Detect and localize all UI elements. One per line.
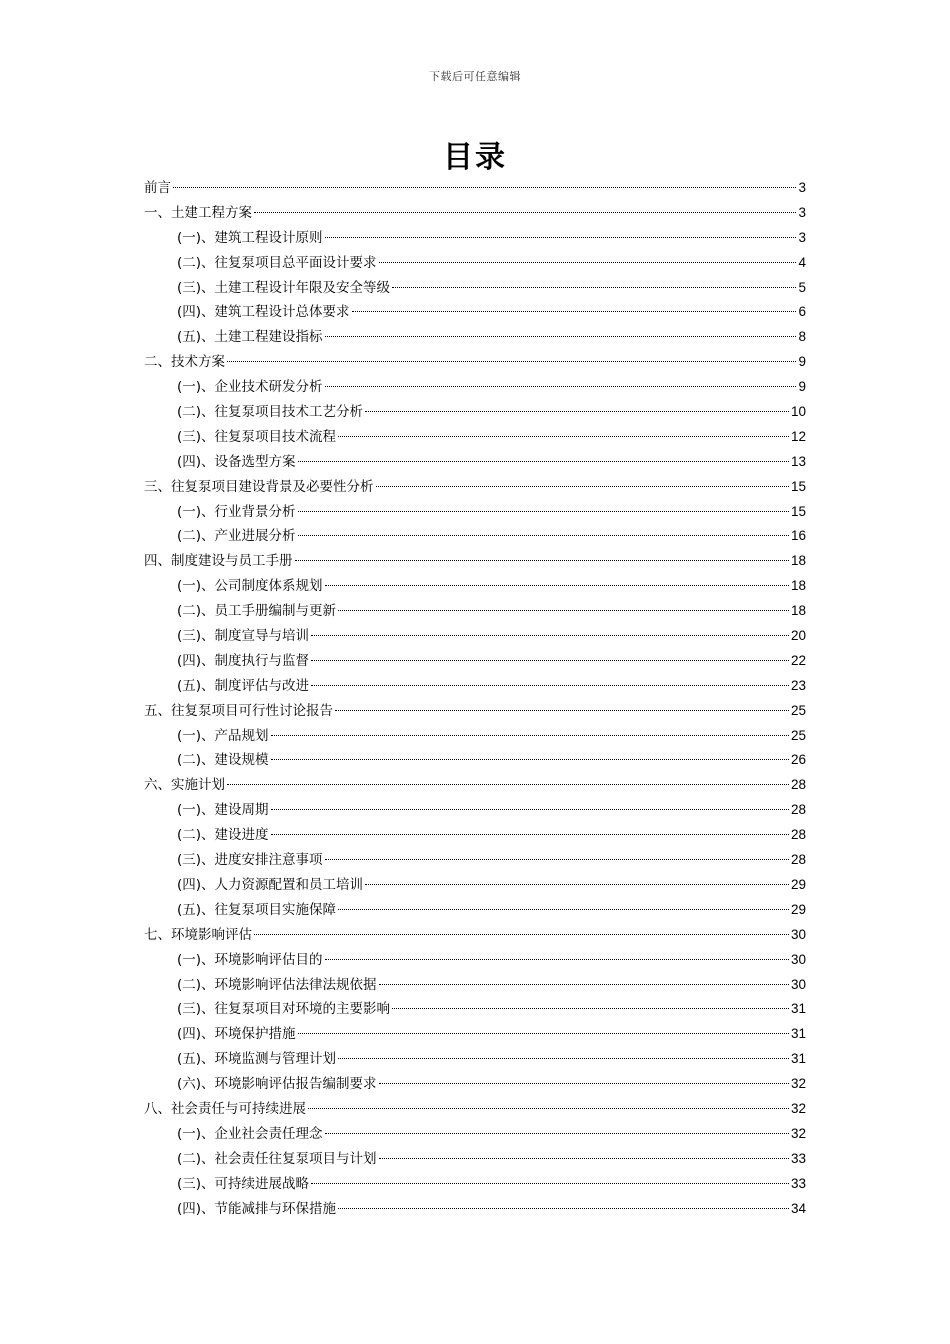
toc-entry-page-number: 18 xyxy=(790,553,806,569)
toc-entry-page-number: 9 xyxy=(798,354,806,370)
toc-entry[interactable] xyxy=(144,500,806,525)
toc-entry-label: (二)、员工手册编制与更新 xyxy=(177,603,337,620)
toc-entry-label: (一)、产品规划 xyxy=(177,727,269,744)
toc-dot-leader xyxy=(338,610,789,611)
toc-entry-page-number: 31 xyxy=(790,1051,806,1067)
toc-entry[interactable] xyxy=(144,1197,806,1222)
toc-entry-label: (三)、制度宣导与培训 xyxy=(177,628,310,645)
toc-entry-page-number: 9 xyxy=(798,379,806,395)
toc-entry-label: 五、往复泵项目可行性讨论报告 xyxy=(144,702,333,719)
toc-entry[interactable] xyxy=(144,1172,806,1197)
toc-entry-label: (一)、建筑工程设计原则 xyxy=(177,229,323,246)
toc-entry-page-number: 10 xyxy=(790,404,806,420)
toc-dot-leader xyxy=(365,884,789,885)
toc-entry-label: 四、制度建设与员工手册 xyxy=(144,553,293,570)
toc-entry-page-number: 5 xyxy=(798,279,806,295)
toc-entry-page-number: 31 xyxy=(790,1001,806,1017)
toc-entry[interactable] xyxy=(144,674,806,699)
toc-entry-label: 七、环境影响评估 xyxy=(144,926,252,943)
toc-entry-page-number: 15 xyxy=(790,478,806,494)
toc-dot-leader xyxy=(325,1133,789,1134)
toc-entry[interactable] xyxy=(144,425,806,450)
toc-entry-page-number: 3 xyxy=(798,229,806,245)
table-of-contents xyxy=(144,176,806,1221)
toc-entry-label: (一)、企业技术研发分析 xyxy=(177,379,323,396)
toc-entry-page-number: 30 xyxy=(790,976,806,992)
toc-entry-label: (四)、建筑工程设计总体要求 xyxy=(177,304,350,321)
toc-entry-label: (三)、往复泵项目对环境的主要影响 xyxy=(177,1001,391,1018)
toc-entry-page-number: 20 xyxy=(790,628,806,644)
toc-entry[interactable] xyxy=(144,325,806,350)
toc-dot-leader xyxy=(271,759,789,760)
toc-entry-label: (四)、人力资源配置和员工培训 xyxy=(177,876,364,893)
toc-entry-page-number: 6 xyxy=(798,304,806,320)
toc-dot-leader xyxy=(325,237,797,238)
toc-dot-leader xyxy=(325,859,789,860)
toc-entry-label: 前言 xyxy=(144,180,171,196)
toc-entry-label: 二、技术方案 xyxy=(144,354,225,371)
toc-dot-leader xyxy=(352,311,797,312)
toc-entry-page-number: 30 xyxy=(790,951,806,967)
toc-entry[interactable] xyxy=(144,823,806,848)
toc-dot-leader xyxy=(298,461,789,462)
toc-entry[interactable] xyxy=(144,748,806,773)
toc-entry[interactable] xyxy=(144,848,806,873)
toc-entry[interactable] xyxy=(144,524,806,549)
toc-entry-page-number: 13 xyxy=(790,453,806,469)
toc-dot-leader xyxy=(311,1183,789,1184)
toc-dot-leader xyxy=(311,660,789,661)
toc-entry-label: (二)、环境影响评估法律法规依据 xyxy=(177,976,377,993)
toc-entry[interactable] xyxy=(144,1022,806,1047)
toc-dot-leader xyxy=(298,1033,789,1034)
toc-entry[interactable] xyxy=(144,1122,806,1147)
toc-entry[interactable] xyxy=(144,549,806,574)
toc-dot-leader xyxy=(365,411,789,412)
toc-entry[interactable] xyxy=(144,624,806,649)
toc-entry[interactable] xyxy=(144,973,806,998)
toc-entry[interactable] xyxy=(144,375,806,400)
toc-entry-page-number: 29 xyxy=(790,901,806,917)
toc-dot-leader xyxy=(295,560,789,561)
toc-entry[interactable] xyxy=(144,201,806,226)
toc-entry-page-number: 26 xyxy=(790,752,806,768)
toc-entry-page-number: 34 xyxy=(790,1200,806,1216)
toc-dot-leader xyxy=(379,1158,789,1159)
toc-entry[interactable] xyxy=(144,251,806,276)
toc-entry-label: (六)、环境影响评估报告编制要求 xyxy=(177,1076,377,1093)
toc-entry[interactable] xyxy=(144,226,806,251)
toc-entry-label: (三)、土建工程设计年限及安全等级 xyxy=(177,279,391,296)
toc-entry-page-number: 31 xyxy=(790,1026,806,1042)
toc-entry[interactable] xyxy=(144,724,806,749)
toc-dot-leader xyxy=(376,486,789,487)
toc-entry-page-number: 18 xyxy=(790,578,806,594)
toc-entry-page-number: 12 xyxy=(790,428,806,444)
toc-entry-label: (五)、制度评估与改进 xyxy=(177,677,310,694)
toc-dot-leader xyxy=(379,1083,789,1084)
toc-entry[interactable] xyxy=(144,350,806,375)
header-note: 下载后可任意编辑 xyxy=(429,70,521,83)
toc-entry[interactable] xyxy=(144,1047,806,1072)
toc-dot-leader xyxy=(308,1108,789,1109)
toc-dot-leader xyxy=(271,809,789,810)
toc-entry-page-number: 18 xyxy=(790,603,806,619)
toc-entry-label: (一)、建设周期 xyxy=(177,802,269,819)
toc-entry[interactable] xyxy=(144,923,806,948)
toc-entry-label: (四)、环境保护措施 xyxy=(177,1026,296,1043)
toc-entry[interactable] xyxy=(144,649,806,674)
toc-dot-leader xyxy=(392,287,796,288)
toc-entry[interactable] xyxy=(144,300,806,325)
toc-entry-label: (四)、节能减排与环保措施 xyxy=(177,1200,337,1217)
toc-entry-page-number: 3 xyxy=(798,204,806,220)
toc-entry-label: (一)、企业社会责任理念 xyxy=(177,1125,323,1142)
toc-entry-label: (二)、往复泵项目技术工艺分析 xyxy=(177,404,364,421)
toc-entry-page-number: 33 xyxy=(790,1150,806,1166)
toc-dot-leader xyxy=(271,834,789,835)
toc-dot-leader xyxy=(311,685,789,686)
toc-entry[interactable] xyxy=(144,599,806,624)
toc-entry-label: 六、实施计划 xyxy=(144,777,225,794)
toc-dot-leader xyxy=(335,710,789,711)
toc-entry[interactable] xyxy=(144,997,806,1022)
toc-dot-leader xyxy=(379,262,797,263)
toc-entry[interactable] xyxy=(144,873,806,898)
toc-entry-label: (五)、往复泵项目实施保障 xyxy=(177,901,337,918)
toc-entry-page-number: 3 xyxy=(798,180,806,195)
toc-dot-leader xyxy=(254,934,789,935)
toc-entry[interactable] xyxy=(144,400,806,425)
toc-entry-label: (二)、建设规模 xyxy=(177,752,269,769)
toc-entry[interactable] xyxy=(144,798,806,823)
toc-dot-leader xyxy=(311,635,789,636)
toc-entry-label: (三)、往复泵项目技术流程 xyxy=(177,428,337,445)
toc-entry[interactable] xyxy=(144,699,806,724)
toc-entry-label: (三)、进度安排注意事项 xyxy=(177,852,323,869)
toc-entry-label: (二)、往复泵项目总平面设计要求 xyxy=(177,254,377,271)
toc-dot-leader xyxy=(325,585,789,586)
toc-entry[interactable] xyxy=(144,773,806,798)
toc-entry-label: (一)、公司制度体系规划 xyxy=(177,578,323,595)
toc-entry[interactable] xyxy=(144,898,806,923)
toc-entry-page-number: 4 xyxy=(798,254,806,270)
toc-entry-page-number: 32 xyxy=(790,1125,806,1141)
toc-dot-leader xyxy=(392,1008,789,1009)
toc-entry-label: 三、往复泵项目建设背景及必要性分析 xyxy=(144,478,374,495)
toc-entry-page-number: 28 xyxy=(790,802,806,818)
toc-dot-leader xyxy=(227,784,789,785)
toc-dot-leader xyxy=(379,984,789,985)
toc-title: 目录 xyxy=(443,140,507,175)
toc-dot-leader xyxy=(254,212,796,213)
toc-dot-leader xyxy=(338,436,789,437)
toc-entry-label: 八、社会责任与可持续进展 xyxy=(144,1100,306,1117)
toc-entry[interactable] xyxy=(144,1147,806,1172)
toc-entry[interactable] xyxy=(144,276,806,301)
toc-entry-page-number: 25 xyxy=(790,727,806,743)
toc-dot-leader xyxy=(298,535,789,536)
toc-entry-page-number: 28 xyxy=(790,852,806,868)
toc-entry-page-number: 29 xyxy=(790,876,806,892)
toc-dot-leader xyxy=(338,1058,789,1059)
toc-dot-leader xyxy=(227,361,796,362)
toc-entry-page-number: 33 xyxy=(790,1175,806,1191)
toc-dot-leader xyxy=(338,909,789,910)
toc-entry-label: (一)、环境影响评估目的 xyxy=(177,951,323,968)
toc-entry-label: (二)、产业进展分析 xyxy=(177,528,296,545)
toc-entry-label: (五)、环境监测与管理计划 xyxy=(177,1051,337,1068)
toc-entry-label: (四)、设备选型方案 xyxy=(177,453,296,470)
toc-entry-page-number: 32 xyxy=(790,1076,806,1092)
toc-entry-page-number: 25 xyxy=(790,702,806,718)
toc-entry-page-number: 22 xyxy=(790,652,806,668)
toc-dot-leader xyxy=(338,1208,789,1209)
toc-dot-leader xyxy=(298,511,789,512)
toc-dot-leader xyxy=(325,336,797,337)
toc-entry-label: (五)、土建工程建设指标 xyxy=(177,329,323,346)
toc-entry-page-number: 8 xyxy=(798,329,806,345)
toc-entry-page-number: 32 xyxy=(790,1100,806,1116)
toc-entry[interactable] xyxy=(144,475,806,500)
toc-entry[interactable] xyxy=(144,948,806,973)
toc-entry[interactable] xyxy=(144,450,806,475)
toc-entry-label: (二)、社会责任往复泵项目与计划 xyxy=(177,1150,377,1167)
toc-entry-page-number: 23 xyxy=(790,677,806,693)
toc-entry-page-number: 28 xyxy=(790,827,806,843)
toc-dot-leader xyxy=(325,959,789,960)
toc-entry-label: (一)、行业背景分析 xyxy=(177,503,296,520)
toc-entry[interactable] xyxy=(144,574,806,599)
toc-dot-leader xyxy=(271,735,789,736)
toc-entry-label: (二)、建设进度 xyxy=(177,827,269,844)
toc-entry-label: (四)、制度执行与监督 xyxy=(177,652,310,669)
toc-entry[interactable] xyxy=(144,1097,806,1122)
toc-entry-page-number: 16 xyxy=(790,528,806,544)
toc-dot-leader xyxy=(325,386,797,387)
toc-entry-page-number: 28 xyxy=(790,777,806,793)
toc-dot-leader xyxy=(173,187,796,188)
toc-entry-page-number: 30 xyxy=(790,926,806,942)
toc-entry-label: 一、土建工程方案 xyxy=(144,204,252,221)
toc-entry-label: (三)、可持续进展战略 xyxy=(177,1175,310,1192)
toc-entry[interactable] xyxy=(144,176,806,201)
toc-entry[interactable] xyxy=(144,1072,806,1097)
toc-entry-page-number: 15 xyxy=(790,503,806,519)
